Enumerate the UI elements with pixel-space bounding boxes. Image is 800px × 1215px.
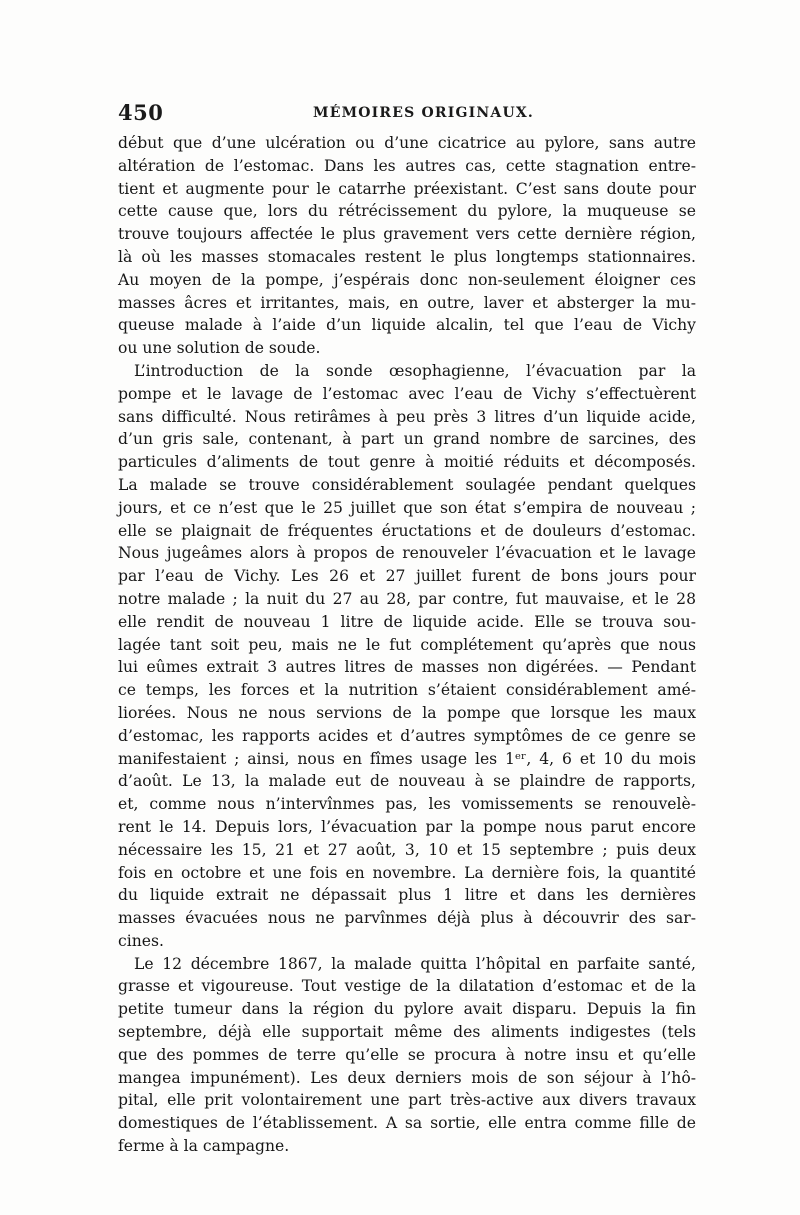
text-line: notre malade ; la nuit du 27 au 28, par contre, fut mauvaise, et le 28 (118, 589, 696, 608)
paragraph-start-line: Le 12 décembre 1867, la malade quitta l’hôpital en parfaite santé, (134, 954, 696, 973)
text-line: d’estomac, les rapports acides et d’autres symptômes de ce genre se (118, 726, 696, 745)
text-line: elle se plaignait de fréquentes éructations et de douleurs d’estomac. (118, 521, 696, 540)
text-line: tient et augmente pour le catarrhe préexistant. C’est sans doute pour (118, 179, 696, 198)
text-line: rent le 14. Depuis lors, l’évacuation par la pompe nous parut encore (118, 817, 696, 836)
text-line: lui eûmes extrait 3 autres litres de masses non digérées. — Pendant (118, 658, 696, 677)
text-line: pital, elle prit volontairement une part très-active aux divers travaux (118, 1091, 696, 1110)
text-line: sans difficulté. Nous retirâmes à peu près 3 litres d’un liquide acide, (118, 407, 696, 426)
text-line: masses évacuées nous ne parvînmes déjà plus à découvrir des sar- (118, 909, 696, 928)
text-line: du liquide extrait ne dépassait plus 1 litre et dans les dernières (118, 886, 696, 905)
text-line: là où les masses stomacales restent le plus longtemps stationnaires. (118, 247, 696, 266)
body-text (118, 132, 696, 1158)
running-title: MÉMOIRES ORIGINAUX. (313, 105, 534, 121)
text-line: domestiques de l’établissement. A sa sortie, elle entra comme fille de (118, 1114, 696, 1133)
text-line: masses âcres et irritantes, mais, en outre, laver et absterger la mu- (118, 293, 696, 312)
text-line: La malade se trouve considérablement soulagée pendant quelques (118, 475, 696, 494)
text-line: Nous jugeâmes alors à propos de renouveler l’évacuation et le lavage (118, 544, 696, 563)
text-line: mangea impunément). Les deux derniers mois de son séjour à l’hô- (118, 1068, 696, 1087)
text-line: cette cause que, lors du rétrécissement du pylore, la muqueuse se (118, 202, 696, 221)
text-line: jours, et ce n’est que le 25 juillet que son état s’empira de nouveau ; (118, 498, 696, 517)
text-line: ferme à la campagne. (118, 1137, 290, 1156)
text-line: lagée tant soit peu, mais ne le fut complétement qu’après que nous (118, 635, 696, 654)
text-line: particules d’aliments de tout genre à moitié réduits et décomposés. (118, 453, 696, 472)
text-line: trouve toujours affectée le plus gravement vers cette dernière région, (118, 225, 696, 244)
text-line: liorées. Nous ne nous servions de la pompe que lorsque les maux (118, 703, 696, 722)
paragraph-start-line: L’introduction de la sonde œsophagienne, l’évacuation par la (134, 361, 696, 380)
page-header (118, 100, 694, 124)
text-line: par l’eau de Vichy. Les 26 et 27 juillet furent de bons jours pour (118, 567, 696, 586)
text-line: et, comme nous n’intervînmes pas, les vomissements se renouvelè- (118, 795, 696, 814)
text-line: grasse et vigoureuse. Tout vestige de la dilatation d’estomac et de la (118, 977, 696, 996)
text-line: ou une solution de soude. (118, 339, 321, 358)
text-line: cines. (118, 931, 164, 950)
text-line: altération de l’estomac. Dans les autres cas, cette stagnation entre- (118, 156, 696, 175)
text-line: petite tumeur dans la région du pylore avait disparu. Depuis la fin (118, 1000, 696, 1019)
text-line: Au moyen de la pompe, j’espérais donc non-seulement éloigner ces (118, 270, 696, 289)
text-line: d’août. Le 13, la malade eut de nouveau à se plaindre de rapports, (118, 772, 696, 791)
page-number: 450 (118, 100, 164, 125)
text-line: elle rendit de nouveau 1 litre de liquide acide. Elle se trouva sou- (118, 612, 696, 631)
text-line: queuse malade à l’aide d’un liquide alcalin, tel que l’eau de Vichy (118, 316, 696, 335)
text-line: manifestaient ; ainsi, nous en fîmes usage les 1ᵉʳ, 4, 6 et 10 du mois (118, 749, 696, 768)
text-line: d’un gris sale, contenant, à part un grand nombre de sarcines, des (118, 430, 696, 449)
text-line: ce temps, les forces et la nutrition s’étaient considérablement amé- (118, 681, 696, 700)
text-line: septembre, déjà elle supportait même des aliments indigestes (tels (118, 1023, 696, 1042)
text-line: nécessaire les 15, 21 et 27 août, 3, 10 et 15 septembre ; puis deux (118, 840, 696, 859)
text-line: début que d’une ulcération ou d’une cicatrice au pylore, sans autre (118, 134, 696, 152)
text-line: que des pommes de terre qu’elle se procura à notre insu et qu’elle (118, 1045, 696, 1064)
text-line: pompe et le lavage de l’estomac avec l’eau de Vichy s’effectuèrent (118, 384, 696, 403)
text-line: fois en octobre et une fois en novembre. La dernière fois, la quantité (118, 863, 696, 882)
